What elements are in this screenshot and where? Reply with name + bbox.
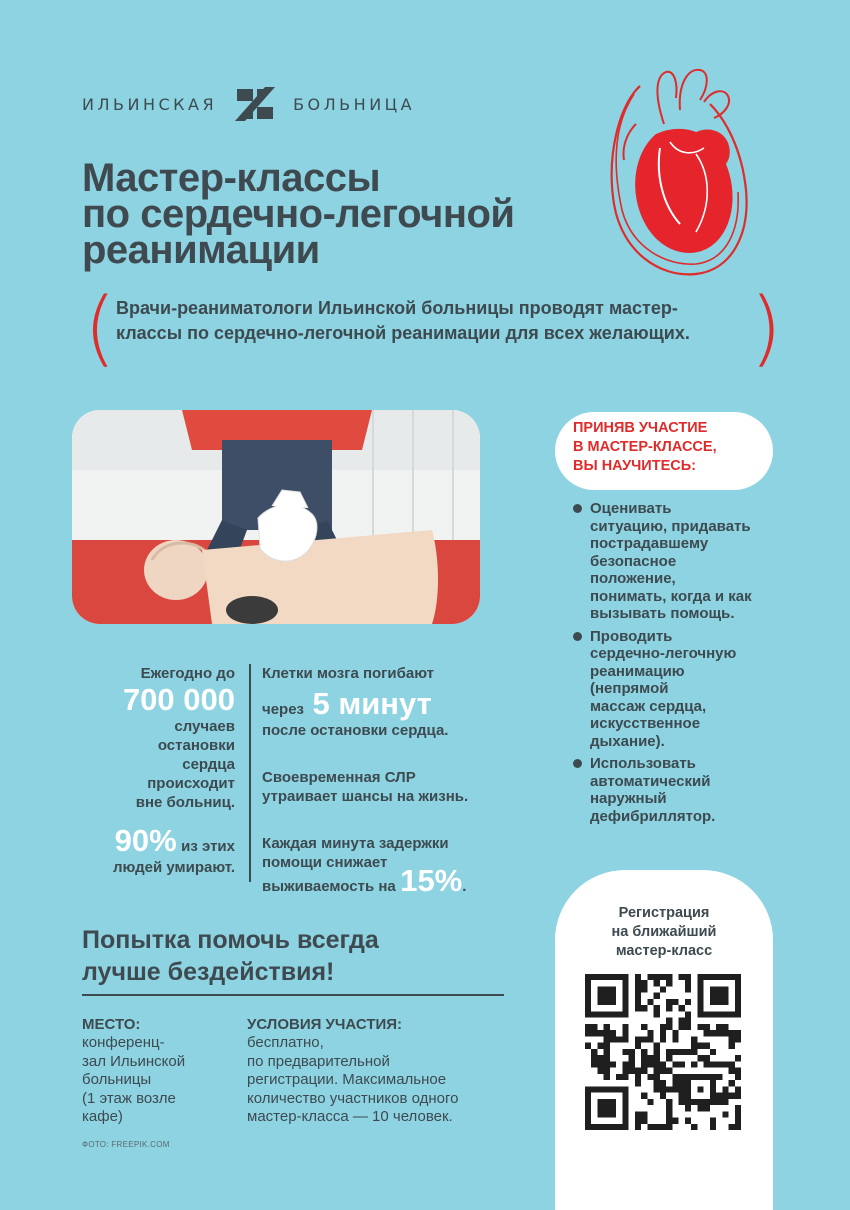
cpr-training-photo	[72, 410, 480, 624]
place-line: больницы	[82, 1071, 152, 1088]
learn-line: безопасное	[590, 552, 677, 570]
place-line: зал Ильинской	[82, 1052, 186, 1070]
stat-5-minutes: 5 минут	[312, 686, 432, 721]
stat-line: остановки	[157, 737, 235, 754]
heart-illustration	[600, 64, 770, 290]
learn-line: дыхание).	[590, 732, 665, 750]
learn-line: сердечно-легочную	[590, 645, 737, 662]
learn-line: (непрямой	[590, 680, 669, 697]
place-line: (1 этаж возле	[82, 1089, 176, 1107]
stat-90-block	[70, 824, 235, 858]
slogan-line: Попытка помочь всегда	[82, 926, 379, 954]
stat-line: Клетки мозга погибают	[262, 665, 435, 682]
learn-line: ситуацию, придавать	[590, 517, 751, 535]
stat-line: случаев	[174, 718, 235, 735]
stat-cpr-block	[262, 768, 522, 806]
stat-brain-block	[262, 664, 522, 740]
learn-line: Использовать	[590, 755, 696, 772]
stat-line: из этих	[181, 838, 235, 855]
learn-line: массаж сердца,	[590, 697, 707, 715]
registration-line: мастер-класс	[615, 943, 713, 959]
hospital-logo	[82, 88, 502, 120]
stats-divider	[249, 664, 251, 882]
learn-line: дефибриллятор.	[590, 807, 716, 825]
badge-line: В МАСТЕР-КЛАССЕ,	[573, 439, 717, 455]
learn-line: вызывать помощь.	[590, 605, 735, 622]
stat-15-percent: 15%	[400, 863, 463, 898]
conditions-line: регистрации. Максимальное	[247, 1071, 447, 1088]
learn-line: понимать, когда и как	[590, 587, 752, 605]
horizontal-rule	[82, 994, 504, 996]
place-line: конференц-	[82, 1034, 165, 1051]
photo-credit: ФОТО: FREEPIK.COM	[82, 1140, 170, 1149]
page-title	[82, 156, 602, 272]
stat-line: происходит	[147, 775, 235, 792]
stat-line: выживаемость на	[262, 878, 396, 895]
conditions-line: мастер-класса — 10 человек.	[247, 1108, 453, 1125]
learn-line: наружный	[590, 790, 667, 807]
place-block	[82, 1016, 222, 1127]
stats-left-block	[70, 664, 235, 877]
bullet-icon	[573, 504, 582, 513]
title-line: Мастер-классы	[82, 156, 381, 200]
badge-line: ПРИНЯВ УЧАСТИЕ	[573, 420, 708, 436]
stat-line: людей умирают.	[113, 859, 235, 876]
stat-line: помощи снижает	[262, 854, 388, 871]
learn-line: положение,	[590, 570, 676, 587]
left-paren-decoration: (	[84, 281, 116, 376]
conditions-line: количество участников одного	[247, 1089, 459, 1107]
learn-line: Оценивать	[590, 500, 672, 517]
logo-word-left: ИЛЬИНСКАЯ	[82, 94, 218, 114]
learn-list	[573, 500, 783, 830]
learn-line: пострадавшему	[590, 535, 709, 552]
learn-badge	[555, 412, 773, 490]
conditions-label: УСЛОВИЯ УЧАСТИЯ:	[247, 1016, 403, 1033]
stat-90-percent: 90%	[114, 823, 177, 858]
title-line: реанимации	[82, 228, 320, 272]
stat-line: вне больниц.	[135, 794, 235, 811]
stat-line: Каждая минута задержки	[262, 835, 449, 852]
learn-line: реанимацию	[590, 662, 685, 680]
slogan	[82, 924, 522, 988]
bullet-icon	[573, 632, 582, 641]
learn-line: автоматический	[590, 772, 711, 790]
stat-line: через	[262, 701, 305, 718]
registration-qr-code-icon[interactable]	[585, 974, 741, 1130]
right-paren-decoration: )	[750, 281, 782, 376]
stat-pre: Ежегодно до	[140, 665, 235, 682]
registration-line: на ближайший	[611, 924, 717, 940]
stat-delay-block	[262, 834, 522, 898]
stat-line: Своевременная СЛР	[262, 769, 416, 786]
logo-mark-icon	[235, 87, 275, 121]
learn-item	[573, 628, 783, 751]
registration-line: Регистрация	[618, 905, 710, 921]
cpr-photo-illustration	[72, 410, 480, 624]
stat-line: утраивает шансы на жизнь.	[262, 788, 469, 805]
learn-line: Проводить	[590, 627, 673, 645]
slogan-line: лучше бездействия!	[82, 958, 335, 986]
conditions-line: бесплатно,	[247, 1034, 324, 1051]
stat-line: сердца	[182, 756, 235, 773]
learn-item	[573, 500, 783, 623]
bullet-icon	[573, 759, 582, 768]
conditions-line: по предварительной	[247, 1052, 390, 1070]
conditions-block	[247, 1016, 517, 1127]
title-line: по сердечно-легочной	[82, 192, 515, 236]
learn-line: искусственное	[590, 715, 701, 732]
learn-item	[573, 755, 783, 825]
place-line: кафе)	[82, 1108, 123, 1125]
intro-block	[84, 281, 782, 376]
intro-text: Врачи-реаниматологи Ильинской больницы проводят мастер-классы по сердечно-легочной реанимации для всех желающих.	[116, 298, 690, 343]
stat-700000: 700 000	[122, 682, 235, 717]
logo-word-right: БОЛЬНИЦА	[293, 94, 416, 114]
place-label: МЕСТО:	[82, 1016, 141, 1033]
stats-right-block	[262, 664, 522, 918]
registration-card[interactable]	[555, 870, 773, 1210]
badge-line: ВЫ НАУЧИТЕСЬ:	[573, 458, 696, 474]
stat-period: .	[462, 878, 467, 895]
stat-line: после остановки сердца.	[262, 722, 449, 739]
